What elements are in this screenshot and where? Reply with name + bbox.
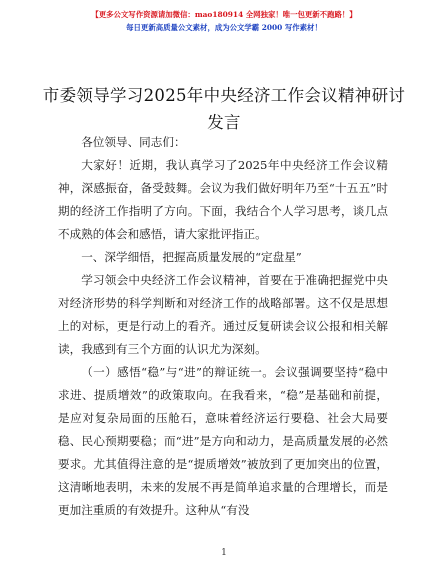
banner-line-2: 每日更新高质量公文素材，成为公文学霸 2000 写作素材！ [126, 23, 322, 32]
paragraph-subpoint: （一）感悟“稳”与“进”的辩证统一。会议强调要坚持“稳中求进、提质增效”的政策取向。在我看来，“稳”是基础和前提，是应对复杂局面的压舱石，意味着经济运行要稳、社会大局要稳、民心预期要稳；而“进”是方向和动力，是高质量发展的必然要求。尤其值得注意的是“提质增效”被放到了更加突出的位置，这清晰地表明，未来的发展不再是简单追求量的合理增长，而是更加注重质的有效提升。这种从“有没 [58, 365, 388, 517]
paragraph-intro: 大家好！近期，我认真学习了2025年中央经济工作会议精神，深感振奋，备受鼓舞。会议为我们做好明年乃至“十五五”时期的经济工作指明了方向。下面，我结合个人学习思考，谈几点不成熟的体会和感悟，请大家批评指正。 [58, 158, 388, 241]
section-heading: 一、深学细悟，把握高质量发展的“定盘星” [81, 250, 302, 264]
paragraph-section-body: 学习领会中央经济工作会议精神，首要在于准确把握党中央对经济形势的科学判断和对经济工作的战略部署。这不仅是思想上的对标，更是行动上的看齐。通过反复研读会议公报和相关解读，我感到有三个方面的认识尤为深刻。 [58, 273, 388, 356]
salutation: 各位领导、同志们： [81, 135, 186, 149]
page-number: 1 [221, 548, 227, 558]
document-title: 市委领导学习2025年中央经济工作会议精神研讨发言 [42, 86, 406, 132]
document-body [58, 131, 388, 522]
banner-line-1: 【更多公文写作资源请加微信：mao180914 全网独家！唯一包更新不跑路！】 [91, 10, 357, 19]
header-banner [0, 8, 448, 34]
